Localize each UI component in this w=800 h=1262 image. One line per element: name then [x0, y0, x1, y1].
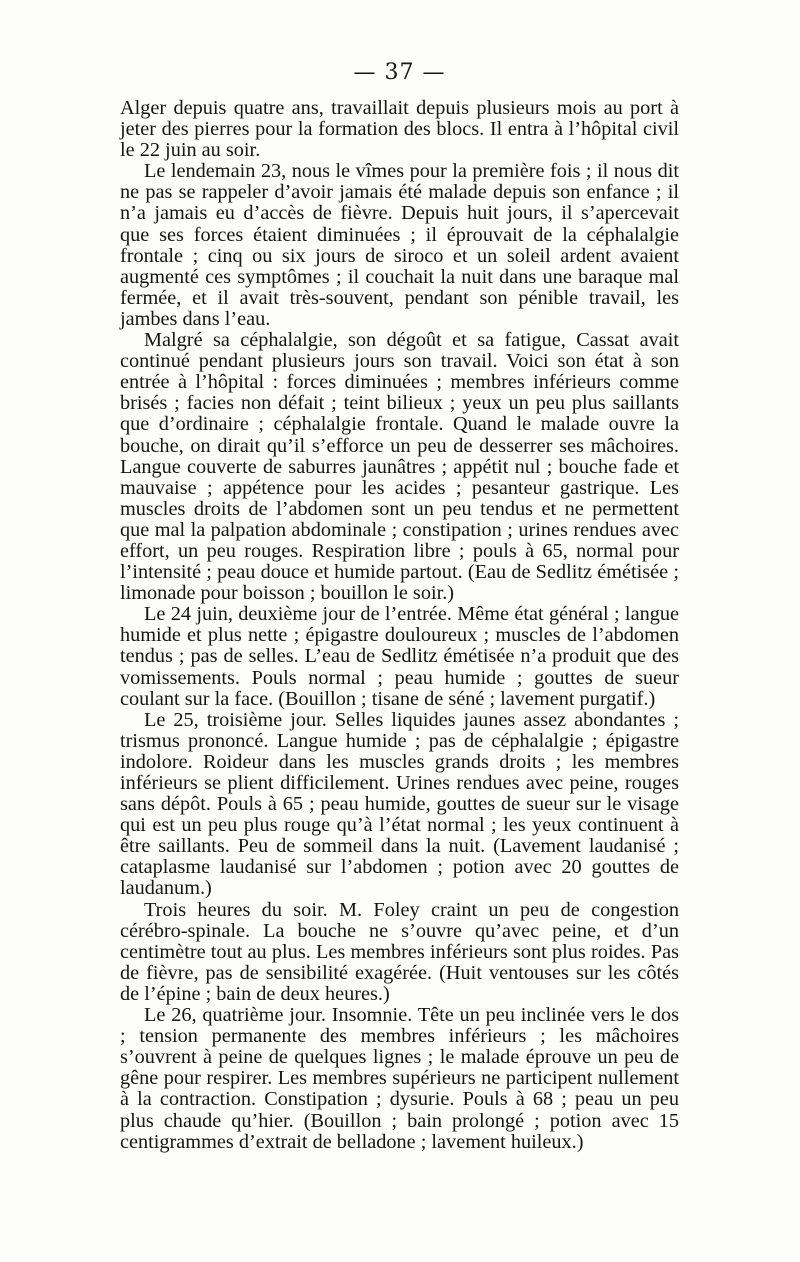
paragraph: Le 25, troisième jour. Selles liquides jaunes assez abondantes ; trismus prononcé. Langue humide ; pas de céphalalgie ; épigastre indolore. Roideur dans les muscles grands droits ; les membres inférieurs se plient difficilement. Urines rendues avec peine, rouges sans dépôt. Pouls à 65 ; peau humide, gouttes de sueur sur le visage qui est un peu plus rouge qu’à l’état normal ; les yeux continuent à être saillants. Peu de sommeil dans la nuit. (Lavement laudanisé ; cataplasme laudanisé sur l’abdomen ; potion avec 20 gouttes de laudanum.)	[120, 708, 679, 900]
body-text	[120, 98, 679, 1153]
paragraph: Alger depuis quatre ans, travaillait depuis plusieurs mois au port à jeter des pierres pour la formation des blocs. Il entra à l’hôpital civil le 22 juin au soir.	[120, 97, 679, 162]
paragraph: Le 26, quatrième jour. Insomnie. Tête un peu inclinée vers le dos ; tension permanente des membres inférieurs ; les mâchoires s’ouvrent à peine de quelques lignes ; le malade éprouve un peu de gêne pour respirer. Les membres supérieurs ne participent nullement à la contraction. Constipation ; dysurie. Pouls à 68 ; peau un peu plus chaude qu’hier. (Bouillon ; bain prolongé ; potion avec 15 centigrammes d’extrait de belladone ; lavement huileux.)	[120, 1004, 679, 1153]
paragraph: Trois heures du soir. M. Foley craint un peu de congestion cérébro-spinale. La bouche ne s’ouvre qu’avec peine, et d’un centimètre tout au plus. Les membres inférieurs sont plus roides. Pas de fièvre, pas de sensibilité exagérée. (Huit ventouses sur les côtés de l’épine ; bain de deux heures.)	[120, 898, 679, 1005]
paragraph: Le 24 juin, deuxième jour de l’entrée. Même état général ; langue humide et plus nette ; épigastre douloureux ; muscles de l’abdomen tendus ; pas de selles. L’eau de Sedlitz émétisée n’a produit que des vomissements. Pouls normal ; peau humide ; gouttes de sueur coulant sur la face. (Bouillon ; tisane de séné ; lavement purgatif.)	[120, 603, 679, 710]
paragraph: Le lendemain 23, nous le vîmes pour la première fois ; il nous dit ne pas se rappeler d’avoir jamais été malade depuis son enfance ; il n’a jamais eu d’accès de fièvre. Depuis huit jours, il s’apercevait que ses forces étaient diminuées ; il éprouvait de la céphalalgie frontale ; cinq ou six jours de siroco et un soleil ardent avaient augmenté ces symptômes ; il couchait la nuit dans une baraque mal fermée, et il avait très-souvent, pendant son pénible travail, les jambes dans l’eau.	[120, 160, 679, 330]
paragraph: Malgré sa céphalalgie, son dégoût et sa fatigue, Cassat avait continué pendant plusieurs jours son travail. Voici son état à son entrée à l’hôpital : forces diminuées ; membres inférieurs comme brisés ; facies non défait ; teint bilieux ; yeux un peu plus saillants que d’ordinaire ; céphalalgie frontale. Quand le malade ouvre la bouche, on dirait qu’il s’efforce un peu de desserrer ses mâchoires. Langue couverte de saburres jaunâtres ; appétit nul ; bouche fade et mauvaise ; appétence pour les acides ; pesanteur gastrique. Les muscles droits de l’abdomen sont un peu tendus et ne permettent que mal la palpation abdominale ; constipation ; urines rendues avec effort, un peu rouges. Respiration libre ; pouls à 65, normal pour l’intensité ; peau douce et humide partout. (Eau de Sedlitz émétisée ; limonade pour boisson ; bouillon le soir.)	[120, 329, 679, 605]
page-number: — 37 —	[353, 60, 446, 85]
